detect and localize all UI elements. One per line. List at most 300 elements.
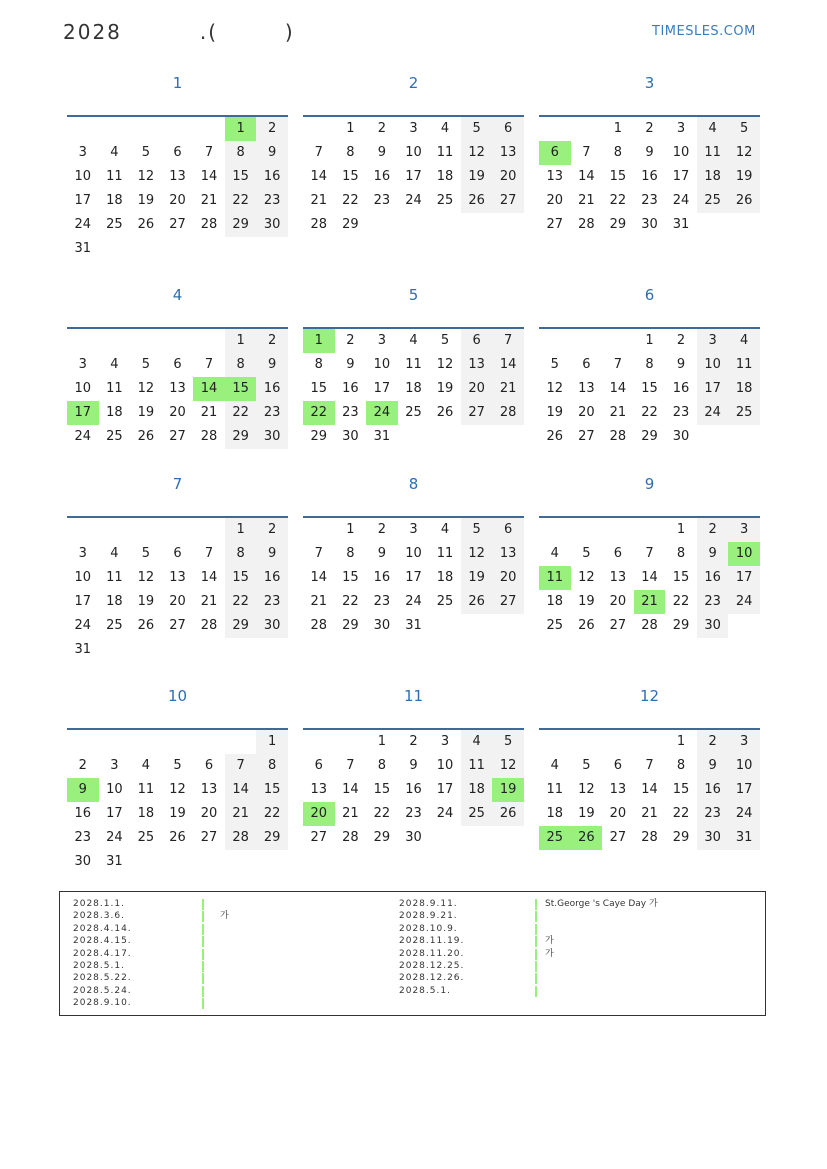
day-cell[interactable]: 6 (492, 518, 524, 542)
day-cell[interactable]: 21 (225, 802, 257, 826)
day-cell[interactable]: 29 (225, 614, 257, 638)
day-cell[interactable]: 1 (377, 734, 387, 749)
day-cell[interactable]: 13 (546, 169, 564, 184)
day-cell[interactable]: 21 (200, 405, 218, 420)
day-cell[interactable]: 8 (676, 758, 686, 773)
holiday-day-cell[interactable]: 24 (366, 401, 398, 425)
day-cell[interactable]: 31 (373, 429, 391, 444)
holiday-day-cell[interactable]: 17 (67, 401, 99, 425)
day-cell[interactable]: 14 (609, 381, 627, 396)
day-cell[interactable]: 5 (461, 117, 493, 141)
day-cell[interactable]: 21 (200, 193, 218, 208)
day-cell[interactable]: 8 (676, 546, 686, 561)
day-cell[interactable]: 21 (609, 405, 627, 420)
day-cell[interactable]: 22 (609, 193, 627, 208)
day-cell[interactable]: 3 (409, 522, 418, 537)
day-cell[interactable]: 6 (613, 546, 623, 561)
day-cell[interactable]: 10 (697, 353, 729, 377)
day-cell[interactable]: 12 (137, 169, 155, 184)
holiday-day-cell[interactable]: 6 (539, 141, 571, 165)
day-cell[interactable]: 5 (582, 758, 591, 773)
day-cell[interactable]: 11 (106, 381, 123, 396)
day-cell[interactable]: 21 (578, 193, 595, 208)
day-cell[interactable]: 22 (672, 594, 690, 609)
day-cell[interactable]: 14 (200, 169, 218, 184)
day-cell[interactable]: 29 (225, 425, 257, 449)
day-cell[interactable]: 23 (256, 401, 288, 425)
day-cell[interactable]: 4 (110, 357, 119, 372)
day-cell[interactable]: 14 (342, 782, 359, 797)
day-cell[interactable]: 3 (676, 121, 686, 136)
day-cell[interactable]: 22 (225, 590, 257, 614)
holiday-day-cell[interactable]: 19 (492, 778, 524, 802)
day-cell[interactable]: 10 (74, 169, 92, 184)
day-cell[interactable]: 21 (342, 806, 359, 821)
day-cell[interactable]: 21 (492, 377, 524, 401)
day-cell[interactable]: 19 (137, 594, 155, 609)
day-cell[interactable]: 6 (173, 145, 182, 160)
day-cell[interactable]: 23 (256, 590, 288, 614)
day-cell[interactable]: 19 (436, 381, 454, 396)
day-cell[interactable]: 17 (106, 806, 123, 821)
day-cell[interactable]: 7 (582, 145, 591, 160)
day-cell[interactable]: 17 (728, 778, 760, 802)
day-cell[interactable]: 1 (256, 730, 288, 754)
day-cell[interactable]: 11 (106, 570, 123, 585)
day-cell[interactable]: 31 (672, 217, 690, 232)
day-cell[interactable]: 28 (641, 830, 658, 845)
day-cell[interactable]: 11 (697, 141, 729, 165)
day-cell[interactable]: 15 (310, 381, 328, 396)
day-cell[interactable]: 19 (137, 193, 155, 208)
day-cell[interactable]: 7 (346, 758, 355, 773)
day-cell[interactable]: 22 (342, 594, 359, 609)
day-cell[interactable]: 6 (173, 357, 182, 372)
holiday-day-cell[interactable]: 1 (303, 329, 335, 353)
day-cell[interactable]: 12 (461, 141, 493, 165)
day-cell[interactable]: 9 (256, 141, 288, 165)
day-cell[interactable]: 15 (225, 165, 257, 189)
day-cell[interactable]: 8 (377, 758, 387, 773)
day-cell[interactable]: 24 (74, 618, 92, 633)
day-cell[interactable]: 18 (697, 165, 729, 189)
day-cell[interactable]: 2 (256, 518, 288, 542)
day-cell[interactable]: 28 (342, 830, 359, 845)
day-cell[interactable]: 25 (728, 401, 760, 425)
day-cell[interactable]: 27 (169, 429, 186, 444)
day-cell[interactable]: 6 (461, 329, 493, 353)
day-cell[interactable]: 25 (436, 193, 454, 208)
day-cell[interactable]: 19 (728, 165, 760, 189)
day-cell[interactable]: 17 (74, 193, 92, 208)
day-cell[interactable]: 21 (310, 594, 328, 609)
day-cell[interactable]: 30 (256, 614, 288, 638)
day-cell[interactable]: 16 (405, 782, 422, 797)
day-cell[interactable]: 22 (256, 802, 288, 826)
day-cell[interactable]: 18 (405, 381, 422, 396)
day-cell[interactable]: 23 (373, 594, 391, 609)
day-cell[interactable]: 23 (256, 189, 288, 213)
day-cell[interactable]: 5 (550, 357, 559, 372)
day-cell[interactable]: 10 (728, 754, 760, 778)
holiday-day-cell[interactable]: 10 (728, 542, 760, 566)
day-cell[interactable]: 29 (672, 830, 690, 845)
day-cell[interactable]: 6 (204, 758, 214, 773)
day-cell[interactable]: 20 (200, 806, 218, 821)
day-cell[interactable]: 6 (582, 357, 591, 372)
day-cell[interactable]: 8 (314, 357, 323, 372)
day-cell[interactable]: 29 (342, 618, 359, 633)
day-cell[interactable]: 5 (492, 730, 524, 754)
day-cell[interactable]: 23 (373, 193, 391, 208)
day-cell[interactable]: 20 (169, 405, 186, 420)
day-cell[interactable]: 7 (613, 357, 623, 372)
day-cell[interactable]: 8 (346, 145, 355, 160)
day-cell[interactable]: 26 (436, 405, 454, 420)
day-cell[interactable]: 20 (461, 377, 493, 401)
day-cell[interactable]: 26 (461, 590, 493, 614)
day-cell[interactable]: 23 (672, 405, 690, 420)
day-cell[interactable]: 10 (74, 570, 92, 585)
day-cell[interactable]: 2 (409, 734, 418, 749)
day-cell[interactable]: 28 (225, 826, 257, 850)
day-cell[interactable]: 12 (546, 381, 564, 396)
day-cell[interactable]: 20 (546, 193, 564, 208)
day-cell[interactable]: 15 (609, 169, 627, 184)
day-cell[interactable]: 15 (672, 782, 690, 797)
day-cell[interactable]: 11 (405, 357, 422, 372)
day-cell[interactable]: 25 (546, 618, 564, 633)
day-cell[interactable]: 31 (405, 618, 422, 633)
day-cell[interactable]: 13 (169, 169, 186, 184)
day-cell[interactable]: 17 (672, 169, 690, 184)
day-cell[interactable]: 13 (492, 141, 524, 165)
holiday-day-cell[interactable]: 26 (571, 826, 603, 850)
day-cell[interactable]: 17 (728, 566, 760, 590)
day-cell[interactable]: 14 (641, 782, 658, 797)
day-cell[interactable]: 15 (373, 782, 391, 797)
day-cell[interactable]: 25 (697, 189, 729, 213)
day-cell[interactable]: 13 (169, 381, 186, 396)
day-cell[interactable]: 9 (645, 145, 654, 160)
day-cell[interactable]: 29 (225, 213, 257, 237)
day-cell[interactable]: 3 (409, 121, 418, 136)
day-cell[interactable]: 9 (409, 758, 418, 773)
day-cell[interactable]: 10 (672, 145, 690, 160)
holiday-day-cell[interactable]: 1 (225, 117, 257, 141)
day-cell[interactable]: 6 (173, 546, 182, 561)
day-cell[interactable]: 3 (377, 333, 387, 348)
day-cell[interactable]: 18 (728, 377, 760, 401)
day-cell[interactable]: 18 (436, 169, 454, 184)
day-cell[interactable]: 2 (256, 117, 288, 141)
day-cell[interactable]: 26 (137, 429, 155, 444)
holiday-day-cell[interactable]: 11 (539, 566, 571, 590)
day-cell[interactable]: 19 (546, 405, 564, 420)
day-cell[interactable]: 29 (256, 826, 288, 850)
day-cell[interactable]: 5 (173, 758, 182, 773)
day-cell[interactable]: 20 (492, 566, 524, 590)
day-cell[interactable]: 13 (492, 542, 524, 566)
day-cell[interactable]: 15 (225, 566, 257, 590)
day-cell[interactable]: 17 (405, 169, 422, 184)
day-cell[interactable]: 11 (461, 754, 493, 778)
day-cell[interactable]: 11 (137, 782, 155, 797)
day-cell[interactable]: 12 (169, 782, 186, 797)
day-cell[interactable]: 27 (609, 618, 627, 633)
holiday-day-cell[interactable]: 14 (193, 377, 225, 401)
day-cell[interactable]: 1 (346, 121, 355, 136)
day-cell[interactable]: 1 (346, 522, 355, 537)
day-cell[interactable]: 10 (74, 381, 92, 396)
day-cell[interactable]: 28 (609, 429, 627, 444)
day-cell[interactable]: 17 (436, 782, 454, 797)
day-cell[interactable]: 20 (609, 594, 627, 609)
day-cell[interactable]: 8 (225, 141, 257, 165)
day-cell[interactable]: 10 (436, 758, 454, 773)
day-cell[interactable]: 9 (256, 353, 288, 377)
holiday-day-cell[interactable]: 20 (303, 802, 335, 826)
day-cell[interactable]: 25 (405, 405, 422, 420)
day-cell[interactable]: 4 (110, 546, 119, 561)
day-cell[interactable]: 22 (225, 189, 257, 213)
day-cell[interactable]: 30 (256, 425, 288, 449)
day-cell[interactable]: 16 (697, 566, 729, 590)
day-cell[interactable]: 1 (225, 518, 257, 542)
day-cell[interactable]: 13 (169, 570, 186, 585)
day-cell[interactable]: 24 (405, 193, 422, 208)
day-cell[interactable]: 19 (461, 165, 493, 189)
day-cell[interactable]: 18 (106, 405, 123, 420)
day-cell[interactable]: 4 (697, 117, 729, 141)
day-cell[interactable]: 1 (676, 734, 686, 749)
day-cell[interactable]: 1 (613, 121, 623, 136)
day-cell[interactable]: 16 (342, 381, 359, 396)
day-cell[interactable]: 8 (346, 546, 355, 561)
day-cell[interactable]: 24 (74, 217, 92, 232)
day-cell[interactable]: 5 (141, 145, 151, 160)
day-cell[interactable]: 10 (405, 546, 422, 561)
day-cell[interactable]: 18 (546, 594, 564, 609)
day-cell[interactable]: 3 (78, 357, 87, 372)
day-cell[interactable]: 27 (169, 217, 186, 232)
day-cell[interactable]: 25 (106, 217, 123, 232)
day-cell[interactable]: 11 (436, 546, 454, 561)
day-cell[interactable]: 28 (492, 401, 524, 425)
day-cell[interactable]: 24 (728, 802, 760, 826)
day-cell[interactable]: 22 (225, 401, 257, 425)
day-cell[interactable]: 8 (225, 353, 257, 377)
day-cell[interactable]: 16 (256, 165, 288, 189)
day-cell[interactable]: 23 (641, 193, 658, 208)
day-cell[interactable]: 29 (672, 618, 690, 633)
day-cell[interactable]: 30 (74, 854, 92, 869)
day-cell[interactable]: 29 (310, 429, 328, 444)
day-cell[interactable]: 31 (74, 642, 92, 657)
day-cell[interactable]: 6 (613, 758, 623, 773)
day-cell[interactable]: 5 (440, 333, 450, 348)
day-cell[interactable]: 27 (492, 590, 524, 614)
day-cell[interactable]: 16 (74, 806, 92, 821)
day-cell[interactable]: 4 (440, 121, 450, 136)
day-cell[interactable]: 15 (256, 778, 288, 802)
day-cell[interactable]: 7 (492, 329, 524, 353)
day-cell[interactable]: 8 (225, 542, 257, 566)
day-cell[interactable]: 19 (169, 806, 186, 821)
day-cell[interactable]: 23 (697, 802, 729, 826)
day-cell[interactable]: 25 (436, 594, 454, 609)
day-cell[interactable]: 26 (137, 217, 155, 232)
day-cell[interactable]: 16 (697, 778, 729, 802)
day-cell[interactable]: 4 (440, 522, 450, 537)
day-cell[interactable]: 18 (106, 193, 123, 208)
day-cell[interactable]: 3 (728, 518, 760, 542)
holiday-day-cell[interactable]: 22 (303, 401, 335, 425)
day-cell[interactable]: 14 (641, 570, 658, 585)
day-cell[interactable]: 18 (106, 594, 123, 609)
day-cell[interactable]: 23 (697, 590, 729, 614)
day-cell[interactable]: 20 (492, 165, 524, 189)
day-cell[interactable]: 8 (645, 357, 654, 372)
day-cell[interactable]: 7 (225, 754, 257, 778)
day-cell[interactable]: 16 (373, 570, 391, 585)
day-cell[interactable]: 24 (436, 806, 454, 821)
day-cell[interactable]: 30 (641, 217, 658, 232)
day-cell[interactable]: 24 (697, 401, 729, 425)
day-cell[interactable]: 13 (200, 782, 218, 797)
day-cell[interactable]: 22 (373, 806, 391, 821)
day-cell[interactable]: 12 (492, 754, 524, 778)
day-cell[interactable]: 23 (405, 806, 422, 821)
holiday-day-cell[interactable]: 9 (67, 778, 99, 802)
day-cell[interactable]: 6 (314, 758, 323, 773)
day-cell[interactable]: 2 (256, 329, 288, 353)
day-cell[interactable]: 20 (578, 405, 595, 420)
day-cell[interactable]: 14 (310, 169, 328, 184)
day-cell[interactable]: 28 (200, 429, 218, 444)
day-cell[interactable]: 16 (256, 566, 288, 590)
day-cell[interactable]: 10 (373, 357, 391, 372)
holiday-day-cell[interactable]: 25 (539, 826, 571, 850)
day-cell[interactable]: 9 (377, 546, 387, 561)
day-cell[interactable]: 30 (342, 429, 359, 444)
day-cell[interactable]: 14 (492, 353, 524, 377)
day-cell[interactable]: 29 (609, 217, 627, 232)
day-cell[interactable]: 15 (342, 570, 359, 585)
day-cell[interactable]: 2 (78, 758, 87, 773)
day-cell[interactable]: 31 (728, 826, 760, 850)
day-cell[interactable]: 29 (641, 429, 658, 444)
holiday-day-cell[interactable]: 21 (634, 590, 666, 614)
day-cell[interactable]: 31 (74, 241, 92, 256)
day-cell[interactable]: 23 (74, 830, 92, 845)
day-cell[interactable]: 19 (461, 566, 493, 590)
day-cell[interactable]: 30 (697, 826, 729, 850)
day-cell[interactable]: 24 (405, 594, 422, 609)
day-cell[interactable]: 26 (578, 618, 595, 633)
day-cell[interactable]: 30 (373, 618, 391, 633)
day-cell[interactable]: 26 (461, 189, 493, 213)
day-cell[interactable]: 26 (492, 802, 524, 826)
day-cell[interactable]: 20 (169, 193, 186, 208)
day-cell[interactable]: 14 (225, 778, 257, 802)
day-cell[interactable]: 25 (106, 429, 123, 444)
day-cell[interactable]: 16 (672, 381, 690, 396)
day-cell[interactable]: 12 (728, 141, 760, 165)
day-cell[interactable]: 17 (697, 377, 729, 401)
day-cell[interactable]: 9 (697, 542, 729, 566)
day-cell[interactable]: 12 (137, 570, 155, 585)
day-cell[interactable]: 7 (314, 145, 323, 160)
day-cell[interactable]: 30 (405, 830, 422, 845)
day-cell[interactable]: 5 (461, 518, 493, 542)
day-cell[interactable]: 3 (78, 546, 87, 561)
day-cell[interactable]: 22 (342, 193, 359, 208)
day-cell[interactable]: 2 (676, 333, 686, 348)
day-cell[interactable]: 17 (405, 570, 422, 585)
day-cell[interactable]: 14 (200, 570, 218, 585)
day-cell[interactable]: 7 (204, 546, 214, 561)
day-cell[interactable]: 27 (578, 429, 595, 444)
day-cell[interactable]: 20 (169, 594, 186, 609)
day-cell[interactable]: 4 (110, 145, 119, 160)
day-cell[interactable]: 3 (728, 730, 760, 754)
day-cell[interactable]: 27 (169, 618, 186, 633)
holiday-day-cell[interactable]: 15 (225, 377, 257, 401)
day-cell[interactable]: 27 (200, 830, 218, 845)
day-cell[interactable]: 10 (106, 782, 123, 797)
day-cell[interactable]: 4 (550, 758, 559, 773)
day-cell[interactable]: 5 (582, 546, 591, 561)
day-cell[interactable]: 12 (578, 782, 595, 797)
day-cell[interactable]: 27 (310, 830, 328, 845)
day-cell[interactable]: 4 (409, 333, 418, 348)
day-cell[interactable]: 11 (436, 145, 454, 160)
day-cell[interactable]: 2 (697, 730, 729, 754)
day-cell[interactable]: 24 (672, 193, 690, 208)
day-cell[interactable]: 1 (676, 522, 686, 537)
day-cell[interactable]: 1 (225, 329, 257, 353)
day-cell[interactable]: 12 (436, 357, 454, 372)
day-cell[interactable]: 12 (461, 542, 493, 566)
day-cell[interactable]: 25 (137, 830, 155, 845)
day-cell[interactable]: 7 (314, 546, 323, 561)
day-cell[interactable]: 13 (461, 353, 493, 377)
day-cell[interactable]: 9 (676, 357, 686, 372)
day-cell[interactable]: 16 (641, 169, 658, 184)
day-cell[interactable]: 18 (546, 806, 564, 821)
day-cell[interactable]: 22 (672, 806, 690, 821)
day-cell[interactable]: 12 (578, 570, 595, 585)
day-cell[interactable]: 24 (74, 429, 92, 444)
day-cell[interactable]: 30 (697, 614, 729, 638)
day-cell[interactable]: 18 (436, 570, 454, 585)
day-cell[interactable]: 18 (137, 806, 155, 821)
day-cell[interactable]: 25 (106, 618, 123, 633)
day-cell[interactable]: 21 (641, 806, 658, 821)
day-cell[interactable]: 9 (377, 145, 387, 160)
day-cell[interactable]: 2 (346, 333, 355, 348)
day-cell[interactable]: 30 (256, 213, 288, 237)
day-cell[interactable]: 14 (578, 169, 595, 184)
day-cell[interactable]: 18 (461, 778, 493, 802)
day-cell[interactable]: 16 (373, 169, 391, 184)
day-cell[interactable]: 28 (578, 217, 595, 232)
day-cell[interactable]: 15 (672, 570, 690, 585)
day-cell[interactable]: 4 (141, 758, 151, 773)
day-cell[interactable]: 29 (342, 217, 359, 232)
day-cell[interactable]: 28 (310, 618, 328, 633)
